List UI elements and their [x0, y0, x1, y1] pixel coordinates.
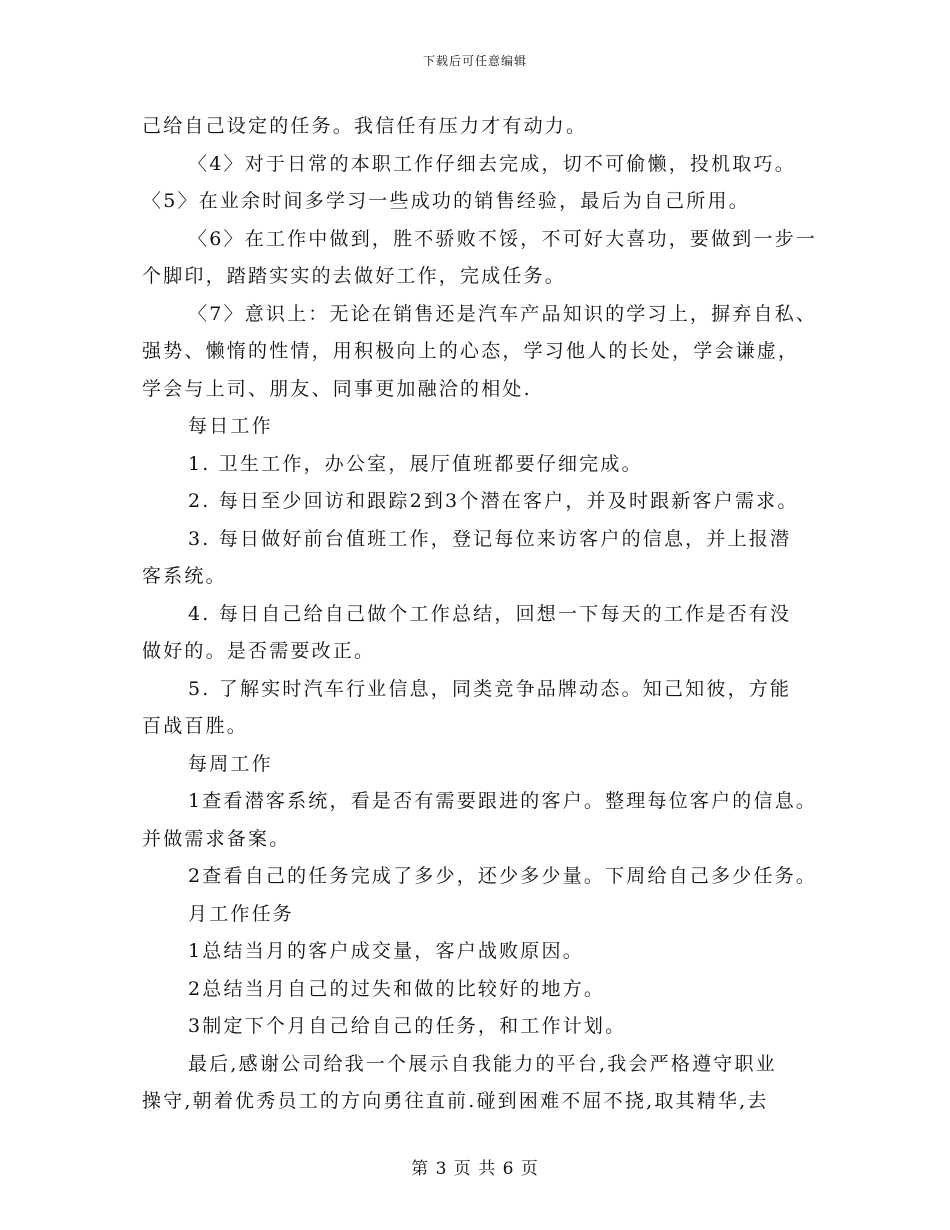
list-item-continuation: 百战百胜。	[142, 715, 249, 737]
list-item-continuation: 做好的。是否需要改正。	[142, 640, 376, 662]
paragraph-line: 〈5〉在业余时间多学习一些成功的销售经验，最后为自己所用。	[142, 190, 750, 212]
list-item: 1总结当月的客户成交量，客户战败原因。	[188, 940, 584, 962]
list-item: 2查看自己的任务完成了多少，还少多少量。下周给自己多少任务。	[188, 865, 818, 887]
list-item: 3制定下个月自己给自己的任务，和工作计划。	[188, 1015, 627, 1037]
paragraph-line: 强势、懒惰的性情，用积极向上的心态，学习他人的长处，学会谦虚，	[142, 340, 800, 362]
section-heading: 月工作任务	[188, 902, 295, 925]
list-item: 3. 每日做好前台值班工作，登记每位来访客户的信息，并上报潜	[188, 527, 792, 550]
paragraph-line: 最后,感谢公司给我一个展示自我能力的平台,我会严格遵守职业	[188, 1052, 777, 1075]
paragraph-line: 学会与上司、朋友、同事更加融洽的相处.	[142, 377, 532, 400]
list-item: 2. 每日至少回访和跟踪2到3个潜在客户，并及时跟新客户需求。	[188, 490, 799, 512]
list-item-continuation: 并做需求备案。	[142, 827, 291, 850]
paragraph-line: 己给自己设定的任务。我信任有压力才有动力。	[142, 115, 588, 137]
list-item: 1. 卫生工作，办公室，展厅值班都要仔细完成。	[188, 452, 643, 475]
section-heading: 每日工作	[188, 415, 273, 437]
section-heading: 每周工作	[188, 752, 273, 775]
list-item: 5. 了解实时汽车行业信息，同类竞争品牌动态。知己知彼，方能	[188, 677, 792, 700]
list-item: 1查看潜客系统，看是否有需要跟进的客户。整理每位客户的信息。	[188, 790, 818, 812]
list-item: 2总结当月自己的过失和做的比较好的地方。	[188, 977, 606, 1000]
list-item: 4. 每日自己给自己做个工作总结，回想一下每天的工作是否有没	[188, 602, 792, 625]
page-footer: 第 3 页 共 6 页	[411, 1159, 539, 1179]
paragraph-line: 〈6〉在工作中做到，胜不骄败不馁，不可好大喜功，要做到一步一	[188, 227, 818, 250]
paragraph-line: 操守,朝着优秀员工的方向勇往直前.碰到困难不屈不挠,取其精华,去	[142, 1090, 769, 1112]
list-item-continuation: 客系统。	[142, 565, 227, 587]
paragraph-line: 个脚印，踏踏实实的去做好工作，完成任务。	[142, 265, 567, 287]
page-header: 下载后可任意编辑	[422, 54, 527, 68]
paragraph-line: 〈4〉对于日常的本职工作仔细去完成，切不可偷懒，投机取巧。	[188, 152, 796, 175]
document-body	[142, 108, 842, 1121]
paragraph-line: 〈7〉意识上：无论在销售还是汽车产品知识的学习上，摒弃自私、	[188, 302, 818, 325]
